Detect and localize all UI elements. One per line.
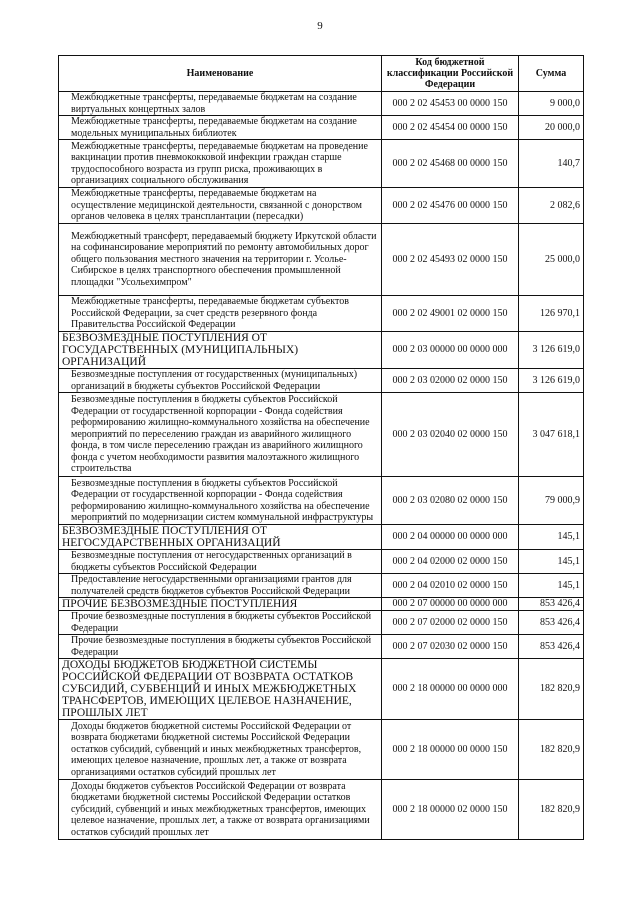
budget-code-cell: 000 2 03 00000 00 0000 000	[382, 332, 519, 369]
budget-code-cell: 000 2 02 45493 02 0000 150	[382, 224, 519, 296]
budget-code-cell: 000 2 07 00000 00 0000 000	[382, 598, 519, 611]
category-name-cell: БЕЗВОЗМЕЗДНЫЕ ПОСТУПЛЕНИЯ ОТ ГОСУДАРСТВЕННЫХ (МУНИЦИПАЛЬНЫХ) ОРГАНИЗАЦИЙ	[59, 332, 382, 369]
item-name-cell: Межбюджетные трансферты, передаваемые бюджетам на создание модельных муниципальных библиотек	[59, 116, 382, 140]
table-row	[59, 224, 584, 296]
page-number: 9	[317, 20, 323, 32]
item-name-cell: Межбюджетный трансферт, передаваемый бюджету Иркутской области на софинансирование мероприятий по ремонту автомобильных дорог общего пользования местного значения на территории г. Усолье-Сибирское в целях транспортного обеспечения промышленной площадки "Усольехимпром"	[59, 224, 382, 296]
table-header-row	[59, 56, 584, 92]
amount-cell: 182 820,9	[519, 659, 584, 720]
amount-cell: 853 426,4	[519, 635, 584, 659]
table-row	[59, 188, 584, 224]
item-name-cell: Прочие безвозмездные поступления в бюджеты субъектов Российской Федерации	[59, 635, 382, 659]
table-row	[59, 477, 584, 525]
table-row	[59, 116, 584, 140]
amount-cell: 20 000,0	[519, 116, 584, 140]
amount-cell: 3 047 618,1	[519, 393, 584, 477]
table-row	[59, 332, 584, 369]
table-row	[59, 659, 584, 720]
budget-code-cell: 000 2 02 45476 00 0000 150	[382, 188, 519, 224]
amount-cell: 853 426,4	[519, 598, 584, 611]
table-row	[59, 393, 584, 477]
item-name-cell: Доходы бюджетов бюджетной системы Российской Федерации от возврата бюджетами бюджетной системы Российской Федерации остатков субсидий, субвенций и иных межбюджетных трансфертов, имеющих целевое назначение, прошлых лет, а также от возврата организациями остатков субсидий прошлых лет	[59, 720, 382, 780]
budget-code-cell: 000 2 18 00000 00 0000 150	[382, 720, 519, 780]
amount-cell: 79 000,9	[519, 477, 584, 525]
item-name-cell: Межбюджетные трансферты, передаваемые бюджетам на проведение вакцинации против пневмококковой инфекции граждан старше трудоспособного возраста из групп риска, проживающих в организациях социального обслуживания	[59, 140, 382, 188]
category-name-cell: ПРОЧИЕ БЕЗВОЗМЕЗДНЫЕ ПОСТУПЛЕНИЯ	[59, 598, 382, 611]
table-row	[59, 720, 584, 780]
budget-code-cell: 000 2 03 02000 02 0000 150	[382, 369, 519, 393]
table-row	[59, 611, 584, 635]
header-sum: Сумма	[519, 56, 584, 92]
item-name-cell: Межбюджетные трансферты, передаваемые бюджетам субъектов Российской Федерации, за счет средств резервного фонда Правительства Российской Федерации	[59, 296, 382, 332]
table-row	[59, 635, 584, 659]
amount-cell: 140,7	[519, 140, 584, 188]
amount-cell: 853 426,4	[519, 611, 584, 635]
table-row	[59, 598, 584, 611]
budget-code-cell: 000 2 07 02030 02 0000 150	[382, 635, 519, 659]
item-name-cell: Доходы бюджетов субъектов Российской Федерации от возврата бюджетами бюджетной системы Российской Федерации остатков субсидий, субвенций и иных межбюджетных трансфертов, имеющих целевое назначение, прошлых лет, а также от возврата организациями остатков субсидий прошлых лет	[59, 780, 382, 840]
budget-code-cell: 000 2 02 45468 00 0000 150	[382, 140, 519, 188]
amount-cell: 25 000,0	[519, 224, 584, 296]
budget-code-cell: 000 2 18 00000 00 0000 000	[382, 659, 519, 720]
category-name-cell: ДОХОДЫ БЮДЖЕТОВ БЮДЖЕТНОЙ СИСТЕМЫ РОССИЙСКОЙ ФЕДЕРАЦИИ ОТ ВОЗВРАТА ОСТАТКОВ СУБСИДИЙ, СУБВЕНЦИЙ И ИНЫХ МЕЖБЮДЖЕТНЫХ ТРАНСФЕРТОВ, ИМЕЮЩИХ ЦЕЛЕВОЕ НАЗНАЧЕНИЕ, ПРОШЛЫХ ЛЕТ	[59, 659, 382, 720]
budget-code-cell: 000 2 07 02000 02 0000 150	[382, 611, 519, 635]
budget-code-cell: 000 2 02 45453 00 0000 150	[382, 92, 519, 116]
amount-cell: 3 126 619,0	[519, 369, 584, 393]
amount-cell: 145,1	[519, 574, 584, 598]
amount-cell: 126 970,1	[519, 296, 584, 332]
budget-code-cell: 000 2 02 49001 02 0000 150	[382, 296, 519, 332]
amount-cell: 145,1	[519, 550, 584, 574]
table-body	[59, 92, 584, 840]
budget-code-cell: 000 2 04 02000 02 0000 150	[382, 550, 519, 574]
budget-code-cell: 000 2 03 02080 02 0000 150	[382, 477, 519, 525]
table-row	[59, 296, 584, 332]
amount-cell: 182 820,9	[519, 720, 584, 780]
amount-cell: 145,1	[519, 525, 584, 550]
budget-code-cell: 000 2 04 00000 00 0000 000	[382, 525, 519, 550]
item-name-cell: Межбюджетные трансферты, передаваемые бюджетам на создание виртуальных концертных залов	[59, 92, 382, 116]
item-name-cell: Безвозмездные поступления в бюджеты субъектов Российской Федерации от государственной корпорации - Фонда содействия реформированию жилищно-коммунального хозяйства на обеспечение мероприятий по модернизации систем коммунальной инфраструктуры	[59, 477, 382, 525]
item-name-cell: Межбюджетные трансферты, передаваемые бюджетам на осуществление медицинской деятельности, связанной с донорством органов человека в целях трансплантации (пересадки)	[59, 188, 382, 224]
header-name: Наименование	[59, 56, 382, 92]
table-row	[59, 525, 584, 550]
budget-code-cell: 000 2 18 00000 02 0000 150	[382, 780, 519, 840]
item-name-cell: Предоставление негосударственными организациями грантов для получателей средств бюджетов субъектов Российской Федерации	[59, 574, 382, 598]
table-row	[59, 550, 584, 574]
item-name-cell: Безвозмездные поступления от государственных (муниципальных) организаций в бюджеты субъектов Российской Федерации	[59, 369, 382, 393]
category-name-cell: БЕЗВОЗМЕЗДНЫЕ ПОСТУПЛЕНИЯ ОТ НЕГОСУДАРСТВЕННЫХ ОРГАНИЗАЦИЙ	[59, 525, 382, 550]
amount-cell: 3 126 619,0	[519, 332, 584, 369]
budget-code-cell: 000 2 02 45454 00 0000 150	[382, 116, 519, 140]
item-name-cell: Безвозмездные поступления от негосударственных организаций в бюджеты субъектов Российской Федерации	[59, 550, 382, 574]
item-name-cell: Безвозмездные поступления в бюджеты субъектов Российской Федерации от государственной корпорации - Фонда содействия реформированию жилищно-коммунального хозяйства на обеспечение мероприятий по переселению граждан из аварийного жилищного фонда, в том числе переселению граждан из аварийного жилищного фонда с учетом необходимости развития малоэтажного жилищного строительства	[59, 393, 382, 477]
table-row	[59, 369, 584, 393]
budget-table	[58, 55, 584, 840]
amount-cell: 9 000,0	[519, 92, 584, 116]
budget-code-cell: 000 2 03 02040 02 0000 150	[382, 393, 519, 477]
table-row	[59, 780, 584, 840]
table-row	[59, 574, 584, 598]
header-code: Код бюджетной классификации Российской Федерации	[382, 56, 519, 92]
amount-cell: 2 082,6	[519, 188, 584, 224]
budget-code-cell: 000 2 04 02010 02 0000 150	[382, 574, 519, 598]
item-name-cell: Прочие безвозмездные поступления в бюджеты субъектов Российской Федерации	[59, 611, 382, 635]
amount-cell: 182 820,9	[519, 780, 584, 840]
table-row	[59, 92, 584, 116]
table-row	[59, 140, 584, 188]
